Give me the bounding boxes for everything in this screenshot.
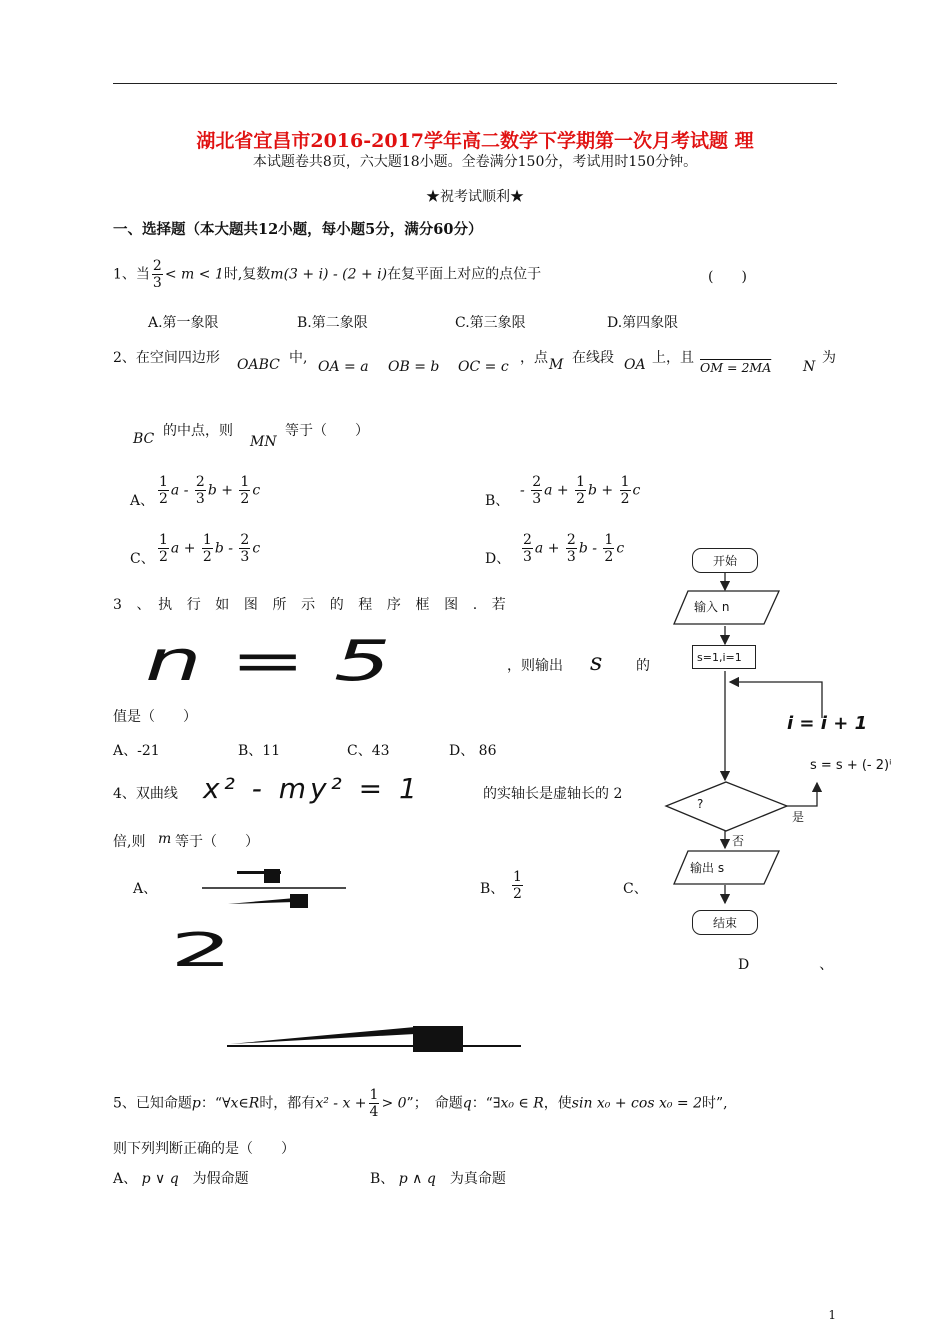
- q2-option-c-expr: $\frac{1}{2}$ a + $\frac{1}{2}$ b - $\frac{2}{3}$ c: [159, 532, 261, 566]
- flowchart-yes: 是: [792, 810, 805, 824]
- q4-option-b-label: B、: [480, 881, 505, 897]
- question-1: [113, 258, 541, 291]
- q5-exists: ∃x₀ ∈ R: [492, 1095, 544, 1112]
- q5-text-5: ：“: [471, 1095, 493, 1112]
- q2-bc: BC: [133, 431, 155, 447]
- q5-option-b: B、 p ∧ q 为真命题: [370, 1171, 506, 1187]
- q3-text-2: 的: [636, 658, 650, 674]
- q3-text-1: ，则输出: [507, 658, 563, 674]
- q5-text-3: 时，都有: [259, 1095, 316, 1112]
- q4-option-b-fraction: $\frac{1}{2}$: [513, 869, 522, 903]
- q2-oc: OC = c: [458, 359, 509, 375]
- q2-option-b-expr: - $\frac{2}{3}$ a + $\frac{1}{2}$ b + $\frac{1}{2}$ c: [520, 474, 641, 508]
- q4-text-3: 倍,则: [113, 834, 146, 850]
- q2-text-6: 为: [822, 350, 836, 366]
- q4-option-d-label: D 、: [738, 957, 834, 973]
- q2-quad: OABC: [237, 357, 280, 373]
- q4-text-2: 的实轴长是虚轴长的 2: [483, 786, 623, 802]
- flowchart-init: s=1,i=1: [692, 645, 756, 669]
- q2-option-a-expr: $\frac{1}{2}$ a - $\frac{2}{3}$ b + $\frac{1}{2}$ c: [159, 474, 261, 508]
- exam-title: 湖北省宜昌市2016-2017学年高二数学下学期第一次月考试题 理: [196, 130, 754, 152]
- exam-wish: ★祝考试顺利★: [426, 189, 524, 205]
- q2-ob: OB = b: [388, 359, 440, 375]
- q5-text-6: ，使: [543, 1095, 572, 1112]
- q2-option-c-label: C、: [130, 551, 155, 567]
- q1-num: 1、当: [113, 266, 150, 283]
- flowchart-decision-shape: [664, 780, 789, 834]
- q2-option-d-expr: $\frac{2}{3}$ a + $\frac{2}{3}$ b - $\frac{1}{2}$ c: [523, 532, 625, 566]
- flowchart-end: 结束: [692, 910, 758, 935]
- q2-text-7: 的中点，则: [163, 423, 233, 439]
- exam-subtitle: 本试题卷共8页，六大题18小题。全卷满分150分，考试用时150分钟。: [252, 154, 698, 170]
- q5-text-2: ：“: [200, 1095, 223, 1112]
- section-heading: 一、选择题（本大题共12小题，每小题5分，满分60分）: [113, 221, 483, 238]
- q3-option-a: A、-21: [113, 743, 160, 759]
- flowchart-output-shape: [672, 849, 782, 887]
- q4-var-m: m: [158, 831, 172, 847]
- q2-option-d-label: D、: [485, 551, 511, 567]
- flowchart-update-i: i = i + 1: [787, 713, 868, 734]
- q5-text-1: 5、已知命题: [113, 1095, 192, 1112]
- q1-text-2: 在复平面上对应的点位于: [387, 266, 542, 283]
- top-rule: [113, 83, 837, 84]
- q5-forall: ∀x∈R: [222, 1095, 260, 1112]
- q5-text-7: 时”,: [702, 1095, 728, 1112]
- q1-option-b: B.第二象限: [297, 315, 368, 331]
- q3-big-expression: n = 5: [145, 629, 391, 694]
- flowchart-output: 输出 s: [690, 861, 725, 875]
- q2-text-8: 等于（ ）: [285, 423, 369, 439]
- q1-paren: ( ): [708, 269, 747, 285]
- q5-fraction: $\frac{1}{4}$: [369, 1087, 379, 1121]
- flowchart-start: 开始: [692, 548, 758, 573]
- q4-option-d-image: [225, 1022, 525, 1056]
- q5-text-4: ”； 命题: [406, 1095, 463, 1112]
- q2-option-b-label: B、: [485, 493, 510, 509]
- q1-option-d: D.第四象限: [607, 315, 679, 331]
- flowchart-input: 输入 n: [694, 600, 730, 614]
- q3-var-s: s: [590, 648, 603, 676]
- flowchart-update-s: s = s + (- 2)ⁱ: [810, 758, 892, 773]
- q1-condition: < m < 1: [164, 266, 224, 283]
- q1-text-1: 时,复数: [223, 266, 271, 283]
- q4-option-a-label: A、: [133, 881, 158, 897]
- q2-segment: OA: [624, 357, 646, 373]
- q2-point-n: N: [803, 359, 816, 375]
- q2-text-2: 中,: [289, 350, 308, 366]
- q5-expr-3: sin x₀ + cos x₀ = 2: [571, 1095, 702, 1112]
- q4-option-a-image: [200, 866, 350, 912]
- q5-var-q: q: [462, 1095, 472, 1112]
- flowchart-condition: ?: [697, 797, 704, 811]
- question-5: [113, 1087, 728, 1120]
- flowchart-no: 否: [732, 834, 745, 848]
- q3-option-b: B、11: [238, 743, 281, 759]
- q4-option-c-label: C、: [623, 881, 648, 897]
- q4-text-4: 等于（ ）: [175, 834, 259, 850]
- page-number: 1: [828, 1308, 836, 1322]
- q4-expression: x² - my² = 1: [203, 772, 421, 805]
- q2-text-5: 上，且: [652, 350, 694, 366]
- q4-text-1: 4、双曲线: [113, 786, 178, 802]
- q1-option-a: A.第一象限: [148, 315, 219, 331]
- q5-var-p: p: [191, 1095, 201, 1112]
- q2-text-3: ，点: [520, 350, 548, 366]
- q3-line-1: 3 、 执 行 如 图 所 示 的 程 序 框 图 . 若: [113, 597, 507, 613]
- q1-expression: m(3 + i) - (2 + i): [270, 266, 388, 283]
- q1-option-c: C.第三象限: [455, 315, 526, 331]
- q2-text-4: 在线段: [572, 350, 614, 366]
- q3-text-3: 值是（ ）: [113, 709, 197, 725]
- q4-option-c-value: 2: [170, 922, 233, 978]
- q2-point-m: M: [549, 357, 564, 373]
- q3-option-d: D、 86: [449, 743, 497, 759]
- q5-expr-2: > 0: [381, 1095, 407, 1112]
- q2-oa: OA = a: [318, 359, 369, 375]
- q3-option-c: C、43: [347, 743, 390, 759]
- q1-fraction: $\frac{2}{3}$: [152, 258, 162, 292]
- q2-option-a-label: A、: [130, 493, 155, 509]
- q5-text-8: 则下列判断正确的是（ ）: [113, 1141, 295, 1157]
- q5-option-a: A、 p ∨ q 为假命题: [113, 1171, 249, 1187]
- q2-text-1: 2、在空间四边形: [113, 350, 220, 366]
- q2-mn: MN: [250, 434, 277, 450]
- q5-expr-1: x² - x +: [315, 1095, 367, 1112]
- q2-relation: OM = 2MA: [700, 360, 772, 375]
